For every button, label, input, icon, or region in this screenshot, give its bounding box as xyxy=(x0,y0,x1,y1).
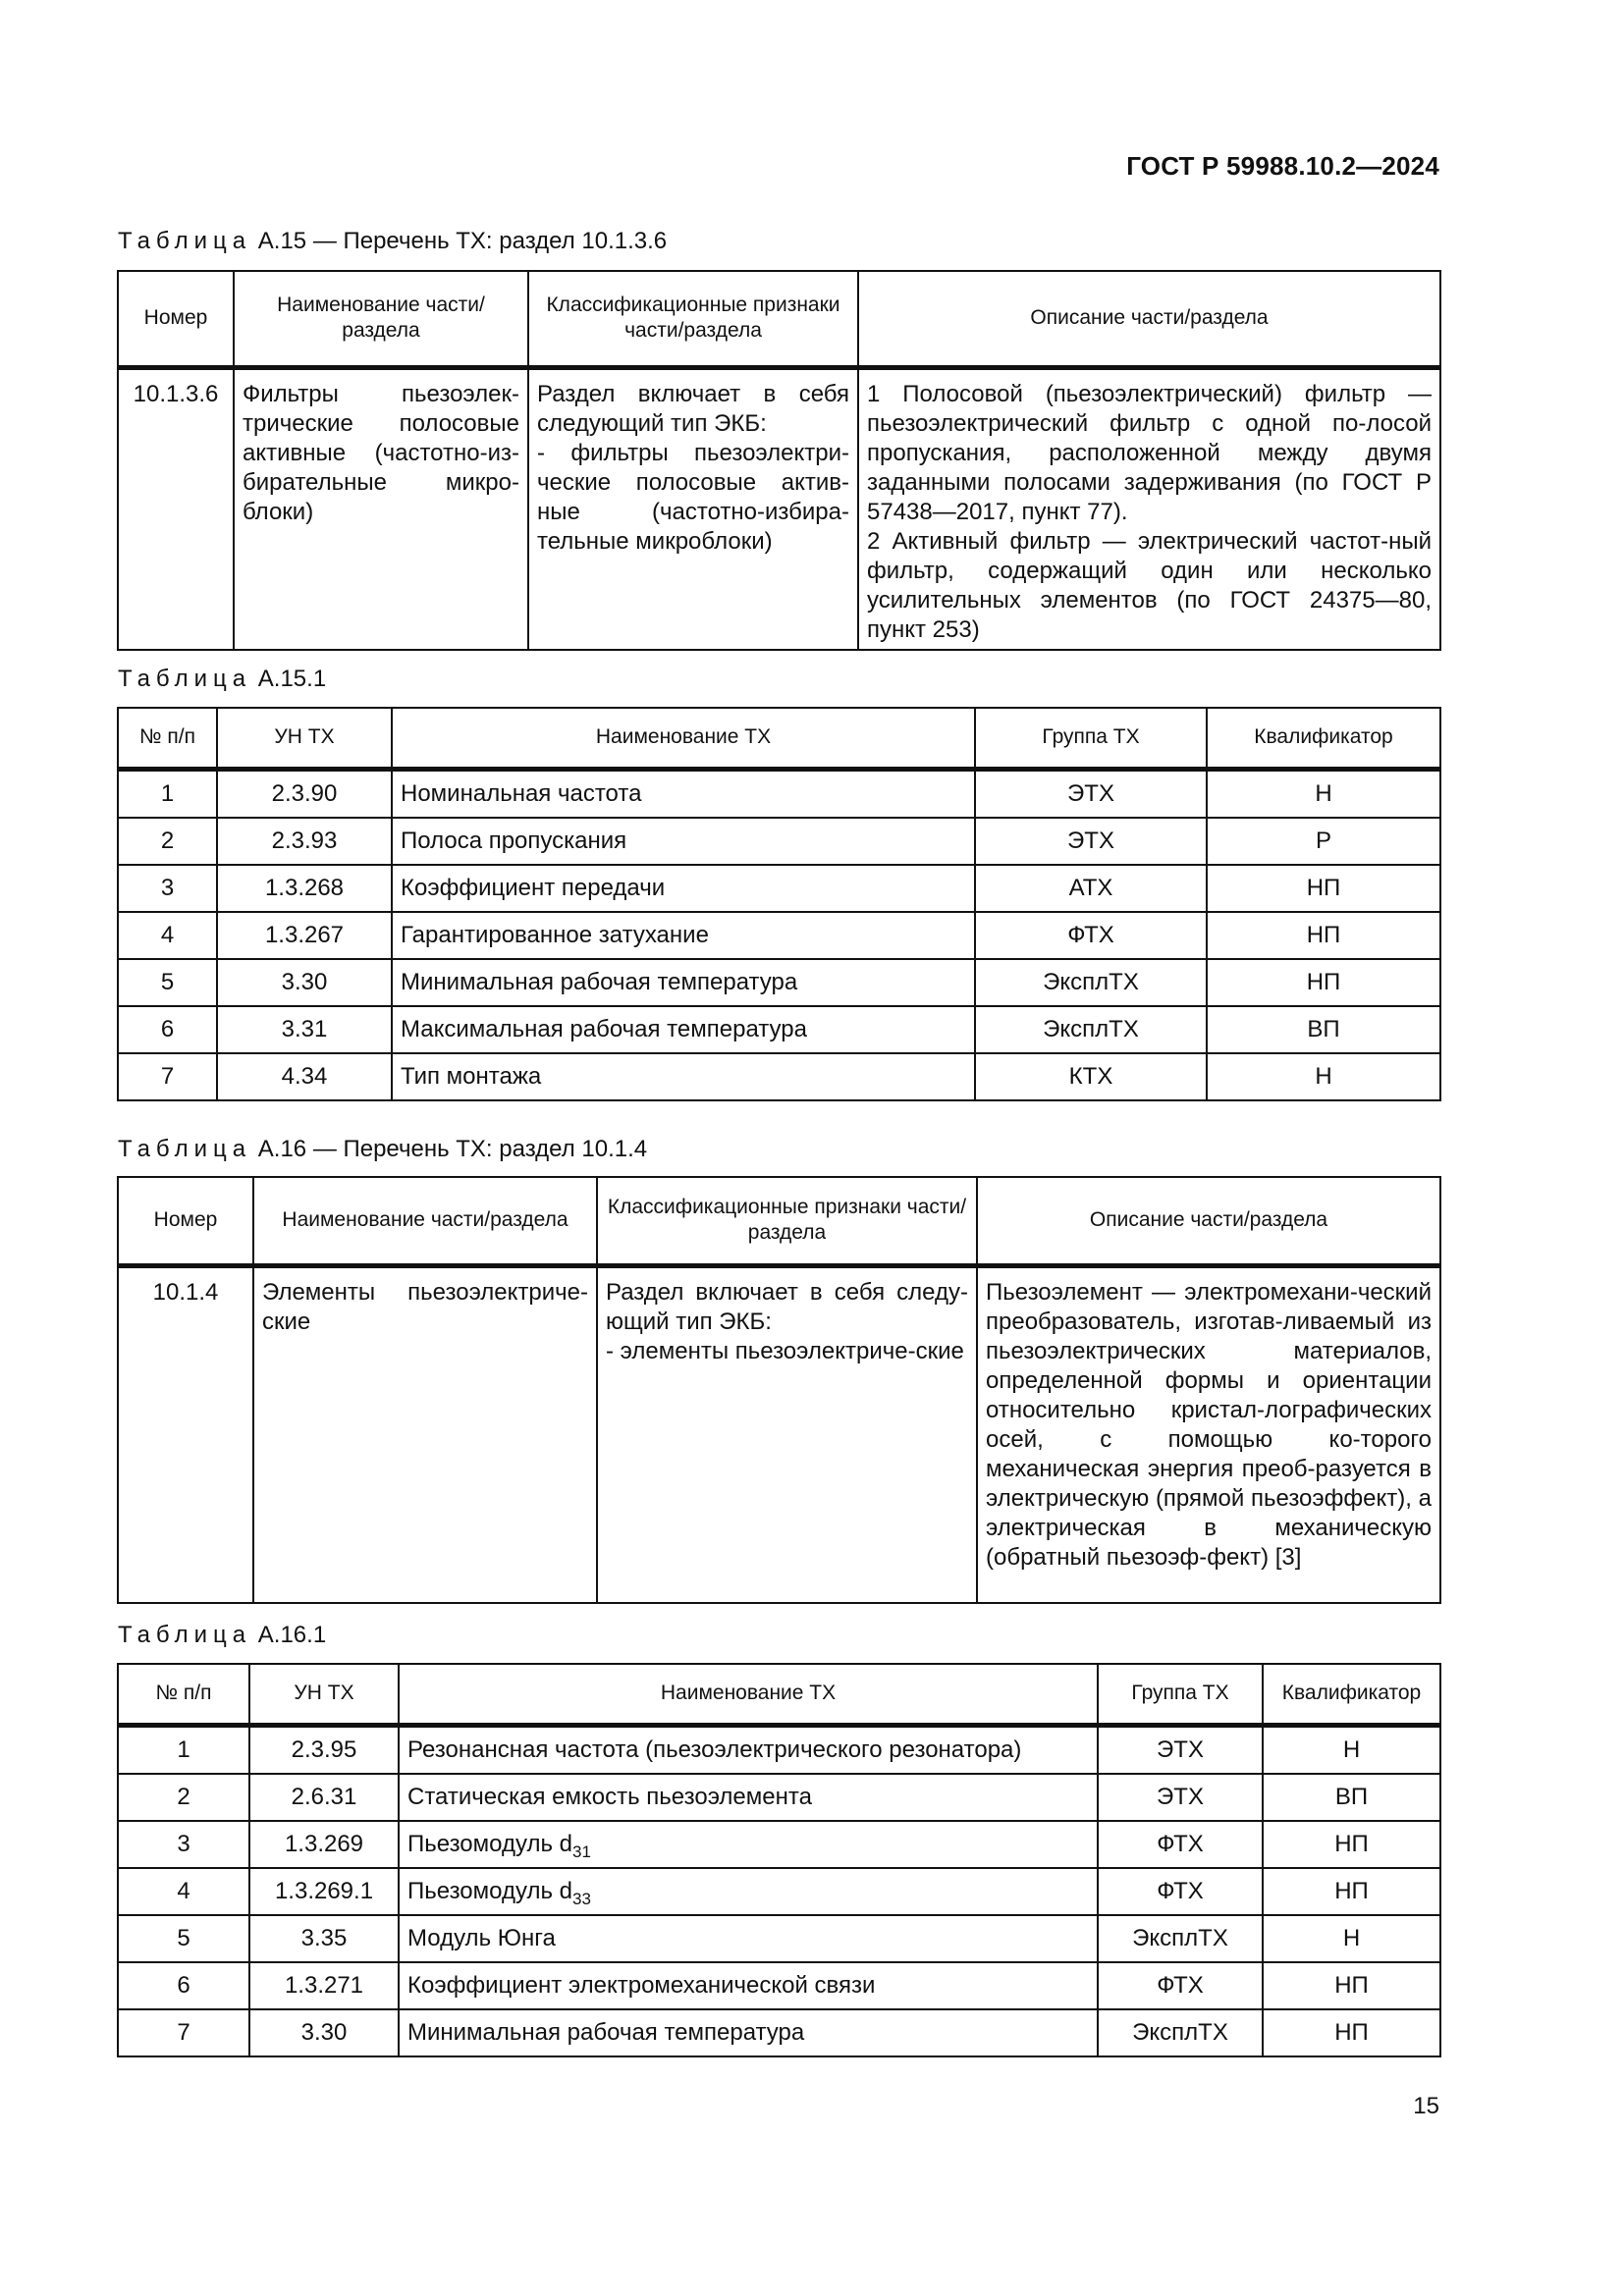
table-row xyxy=(118,1774,1440,1821)
column-header: Квалификатор xyxy=(1263,1664,1440,1725)
section-classification xyxy=(597,1265,977,1603)
column-header: Группа ТХ xyxy=(975,708,1207,769)
tx-qualifier: НП xyxy=(1207,912,1440,959)
tx-qualifier: НП xyxy=(1263,1821,1440,1868)
tx-name: Коэффициент передачи xyxy=(392,865,975,912)
table-row xyxy=(118,1868,1440,1915)
classification-line: Раздел включает в себя следу-ющий тип ЭКБ: xyxy=(606,1278,968,1335)
tx-group: ЭТХ xyxy=(1098,1774,1263,1821)
caption-word: Таблица xyxy=(118,1136,252,1162)
tx-group: ЭксплТХ xyxy=(1098,2009,1263,2056)
row-number: 5 xyxy=(118,1915,249,1962)
section-description xyxy=(858,367,1440,650)
tx-code: 1.3.271 xyxy=(249,1962,399,2009)
column-header: Наименование части/раздела xyxy=(253,1177,597,1265)
tx-name: Номинальная частота xyxy=(392,769,975,818)
row-number: 2 xyxy=(118,1774,249,1821)
caption-text: А.15.1 xyxy=(257,666,327,692)
tx-code: 1.3.269 xyxy=(249,1821,399,1868)
tx-qualifier: ВП xyxy=(1263,1774,1440,1821)
caption-text: А.15 — Перечень ТХ: раздел 10.1.3.6 xyxy=(257,228,668,254)
classification-line: Раздел включает в себя следующий тип ЭКБ: xyxy=(537,380,849,437)
tx-name: Минимальная рабочая температура xyxy=(399,2009,1098,2056)
tx-group: ЭТХ xyxy=(1098,1725,1263,1774)
tx-name: Тип монтажа xyxy=(392,1053,975,1100)
tx-code: 3.35 xyxy=(249,1915,399,1962)
table-row xyxy=(118,2009,1440,2056)
table-a15-1 xyxy=(117,707,1441,1101)
tx-qualifier: Н xyxy=(1207,1053,1440,1100)
tx-name-text: Пьезомодуль d xyxy=(407,1877,572,1904)
tx-qualifier: НП xyxy=(1207,959,1440,1006)
caption-word: Таблица xyxy=(118,1622,252,1648)
tx-name: Резонансная частота (пьезоэлектрического резонатора) xyxy=(399,1725,1098,1774)
caption-word: Таблица xyxy=(118,666,252,692)
row-number: 6 xyxy=(118,1006,217,1053)
column-header: Номер xyxy=(118,271,234,367)
table-a16-1-caption xyxy=(118,1622,326,1649)
section-name: Фильтры пьезоэлек-трические полосовые активные (частотно-из-бирательные микро-блоки) xyxy=(234,367,528,650)
table-row xyxy=(118,1006,1440,1053)
table-a16-1 xyxy=(117,1663,1441,2057)
tx-name: Полоса пропускания xyxy=(392,818,975,865)
column-header: Наименование ТХ xyxy=(399,1664,1098,1725)
row-number: 7 xyxy=(118,1053,217,1100)
column-header: Описание части/раздела xyxy=(977,1177,1440,1265)
tx-group: АТХ xyxy=(975,865,1207,912)
table-row xyxy=(118,1053,1440,1100)
tx-name xyxy=(399,1821,1098,1868)
tx-qualifier: НП xyxy=(1207,865,1440,912)
tx-code: 2.3.95 xyxy=(249,1725,399,1774)
tx-group: ФТХ xyxy=(1098,1962,1263,2009)
column-header: УН ТХ xyxy=(249,1664,399,1725)
tx-group: ЭксплТХ xyxy=(975,959,1207,1006)
description-paragraph: 1 Полосовой (пьезоэлектрический) фильтр — пьезоэлектрический фильтр с одной по-лосой пропускания, расположенной между двумя заданными полосами задерживания (по ГОСТ Р 57438—2017, пункт 77). xyxy=(867,380,1432,525)
tx-qualifier: Р xyxy=(1207,818,1440,865)
section-number: 10.1.4 xyxy=(118,1265,253,1603)
row-number: 1 xyxy=(118,1725,249,1774)
table-row xyxy=(118,1962,1440,2009)
tx-code: 3.30 xyxy=(249,2009,399,2056)
caption-text: А.16 — Перечень ТХ: раздел 10.1.4 xyxy=(257,1136,648,1162)
tx-name: Минимальная рабочая температура xyxy=(392,959,975,1006)
tx-group: ЭксплТХ xyxy=(975,1006,1207,1053)
tx-code: 2.3.90 xyxy=(217,769,392,818)
table-row xyxy=(118,1821,1440,1868)
table-a16-caption xyxy=(118,1136,647,1163)
row-number: 2 xyxy=(118,818,217,865)
column-header: № п/п xyxy=(118,708,217,769)
tx-name: Гарантированное затухание xyxy=(392,912,975,959)
table-row xyxy=(118,865,1440,912)
tx-code: 3.30 xyxy=(217,959,392,1006)
caption-word: Таблица xyxy=(118,228,252,254)
document-code: ГОСТ Р 59988.10.2—2024 xyxy=(1126,151,1439,181)
section-description: Пьезоэлемент — электромехани-ческий преобразователь, изготав-ливаемый из пьезоэлектрических материалов, определенной формы и ориентации относительно кристал-лографических осей, с помощью ко-торого механическая энергия преоб-разуется в электрическую (прямой пьезоэффект), а электрическая в механическую (обратный пьезоэф-фект) [3] xyxy=(977,1265,1440,1603)
tx-name-subscript: 31 xyxy=(571,1842,591,1861)
tx-group: ЭТХ xyxy=(975,769,1207,818)
tx-qualifier: ВП xyxy=(1207,1006,1440,1053)
tx-code: 1.3.267 xyxy=(217,912,392,959)
tx-code: 1.3.269.1 xyxy=(249,1868,399,1915)
tx-name: Модуль Юнга xyxy=(399,1915,1098,1962)
section-name: Элементы пьезоэлектриче-ские xyxy=(253,1265,597,1603)
tx-group: ФТХ xyxy=(975,912,1207,959)
table-a15-1-caption xyxy=(118,666,326,693)
tx-qualifier: Н xyxy=(1263,1725,1440,1774)
tx-name: Максимальная рабочая температура xyxy=(392,1006,975,1053)
tx-name xyxy=(399,1868,1098,1915)
tx-code: 2.6.31 xyxy=(249,1774,399,1821)
tx-qualifier: Н xyxy=(1207,769,1440,818)
section-classification xyxy=(528,367,858,650)
row-number: 4 xyxy=(118,912,217,959)
tx-code: 2.3.93 xyxy=(217,818,392,865)
table-row xyxy=(118,1725,1440,1774)
tx-qualifier: НП xyxy=(1263,1868,1440,1915)
tx-group: ЭТХ xyxy=(975,818,1207,865)
row-number: 3 xyxy=(118,865,217,912)
table-row xyxy=(118,769,1440,818)
column-header: Классификационные признаки части/раздела xyxy=(528,271,858,367)
page-number: 15 xyxy=(1413,2093,1439,2119)
classification-line: - фильтры пьезоэлектри-ческие полосовые актив-ные (частотно-избира-тельные микроблоки) xyxy=(537,439,849,555)
tx-group: ФТХ xyxy=(1098,1821,1263,1868)
column-header: Группа ТХ xyxy=(1098,1664,1263,1725)
tx-qualifier: НП xyxy=(1263,1962,1440,2009)
row-number: 5 xyxy=(118,959,217,1006)
row-number: 1 xyxy=(118,769,217,818)
column-header: Описание части/раздела xyxy=(858,271,1440,367)
tx-code: 3.31 xyxy=(217,1006,392,1053)
column-header: Номер xyxy=(118,1177,253,1265)
tx-group: ФТХ xyxy=(1098,1868,1263,1915)
table-a16 xyxy=(117,1176,1441,1604)
table-row xyxy=(118,1915,1440,1962)
tx-name-text: Пьезомодуль d xyxy=(407,1830,572,1857)
table-row xyxy=(118,959,1440,1006)
description-paragraph: 2 Активный фильтр — электрический частот-ный фильтр, содержащий один или несколько усилительных элементов (по ГОСТ 24375—80, пункт 253) xyxy=(867,527,1432,643)
tx-group: КТХ xyxy=(975,1053,1207,1100)
column-header: Наименование части/ раздела xyxy=(234,271,528,367)
tx-name-subscript: 33 xyxy=(571,1889,591,1908)
caption-text: А.16.1 xyxy=(257,1622,327,1648)
tx-group: ЭксплТХ xyxy=(1098,1915,1263,1962)
column-header: Классификационные признаки части/раздела xyxy=(597,1177,977,1265)
section-number: 10.1.3.6 xyxy=(118,367,234,650)
row-number: 7 xyxy=(118,2009,249,2056)
row-number: 6 xyxy=(118,1962,249,2009)
column-header: № п/п xyxy=(118,1664,249,1725)
tx-name: Коэффициент электромеханической связи xyxy=(399,1962,1098,2009)
tx-code: 1.3.268 xyxy=(217,865,392,912)
tx-name: Статическая емкость пьезоэлемента xyxy=(399,1774,1098,1821)
row-number: 4 xyxy=(118,1868,249,1915)
tx-code: 4.34 xyxy=(217,1053,392,1100)
tx-qualifier: Н xyxy=(1263,1915,1440,1962)
column-header: Наименование ТХ xyxy=(392,708,975,769)
table-a15-caption xyxy=(118,228,667,255)
column-header: Квалификатор xyxy=(1207,708,1440,769)
table-a15 xyxy=(117,270,1441,651)
table-row xyxy=(118,818,1440,865)
tx-qualifier: НП xyxy=(1263,2009,1440,2056)
table-row xyxy=(118,912,1440,959)
classification-line: - элементы пьезоэлектриче-ские xyxy=(606,1337,964,1364)
row-number: 3 xyxy=(118,1821,249,1868)
column-header: УН ТХ xyxy=(217,708,392,769)
